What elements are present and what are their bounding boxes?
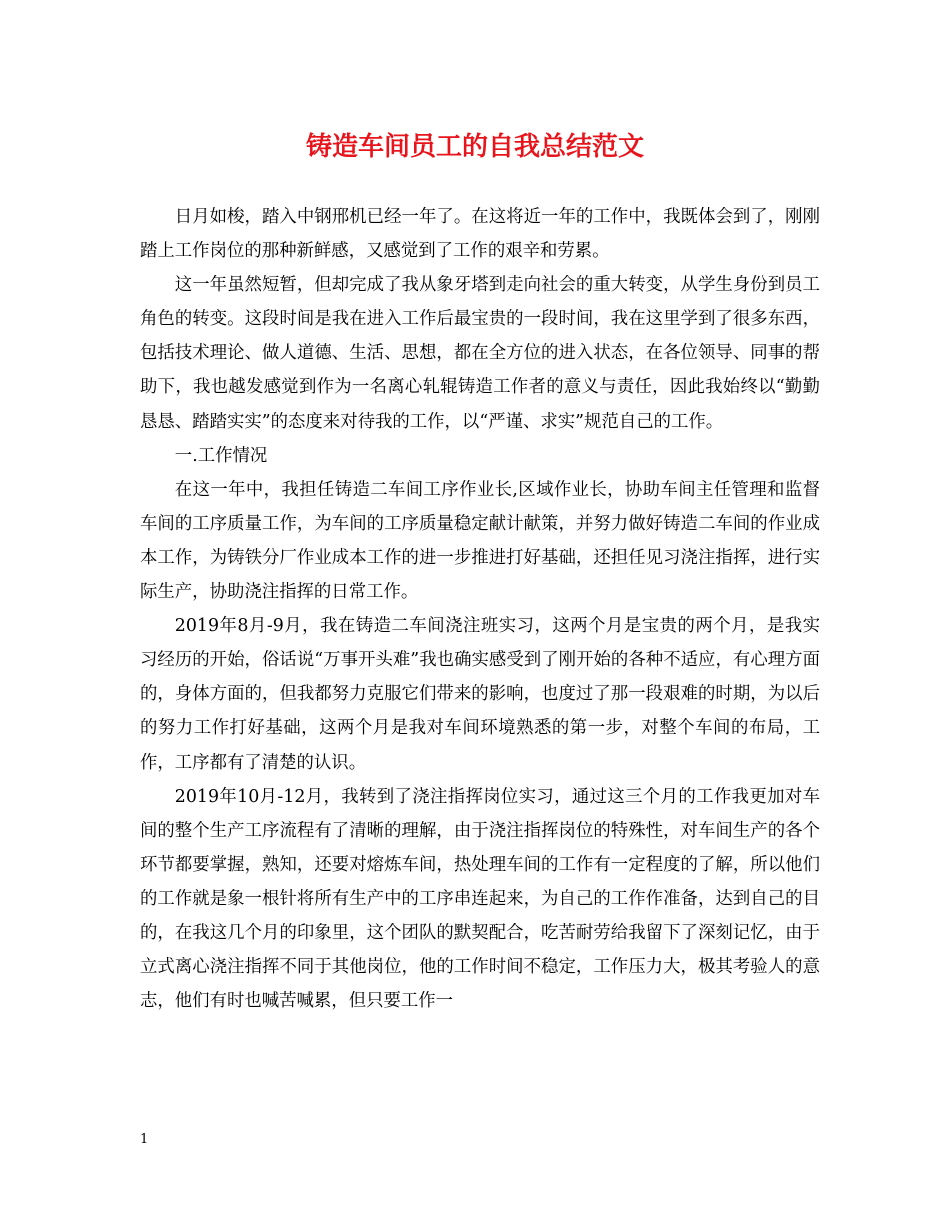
paragraph-duties: 在这一年中，我担任铸造二车间工序作业长,区域作业长，协助车间主任管理和监督车间的工序质量工作，为车间的工序质量稳定献计献策，并努力做好铸造二车间的作业成本工作，为铸铁分厂作业成本工作的进一步推进打好基础，还担任见习浇注指挥，进行实际生产，协助浇注指挥的日常工作。 (140, 479, 820, 603)
paragraph-oct-dec: 2019年10月-12月，我转到了浇注指挥岗位实习，通过这三个月的工作我更加对车间的整个生产工序流程有了清晰的理解，由于浇注指挥岗位的特殊性，对车间生产的各个环节都要掌握，熟知，还要对熔炼车间，热处理车间的工作有一定程度的了解，所以他们的工作就是象一根针将所有生产中的工序串连起来，为自己的工作作准备，达到自己的目的，在我这几个月的印象里，这个团队的默契配合，吃苦耐劳给我留下了深刻记忆，由于立式离心浇注指挥不同于其他岗位，他的工作时间不稳定，工作压力大，极其考验人的意志，他们有时也喊苦喊累，但只要工作一 (140, 786, 820, 1012)
paragraph-intro: 日月如梭，踏入中钢邢机已经一年了。在这将近一年的工作中，我既体会到了，刚刚踏上工作岗位的那种新鲜感，又感觉到了工作的艰辛和劳累。 (140, 207, 820, 262)
paragraph-transition: 这一年虽然短暂，但却完成了我从象牙塔到走向社会的重大转变，从学生身份到员工角色的转变。这段时间是我在进入工作后最宝贵的一段时间，我在这里学到了很多东西，包括技术理论、做人道德、生活、思想，都在全方位的进入状态，在各位领导、同事的帮助下，我也越发感觉到作为一名离心轧辊铸造工作者的意义与责任，因此我始终以“勤勤恳恳、踏踏实实”的态度来对待我的工作，以“严谨、求实”规范自己的工作。 (140, 275, 820, 432)
page-number: 1 (140, 1132, 149, 1147)
document-title: 铸造车间员工的自我总结范文 (305, 132, 644, 162)
paragraph-aug-sep: 2019年8月-9月，我在铸造二车间浇注班实习，这两个月是宝贵的两个月，是我实习经历的开始，俗话说“万事开头难”我也确实感受到了刚开始的各种不适应，有心理方面的，身体方面的，但我都努力克服它们带来的影响，也度过了那一段艰难的时期，为以后的努力工作打好基础，这两个月是我对车间环境熟悉的第一步，对整个车间的布局，工作，工序都有了清楚的认识。 (140, 616, 820, 773)
section-heading-work-situation: 一.工作情况 (174, 445, 268, 466)
document-body (140, 200, 820, 1018)
